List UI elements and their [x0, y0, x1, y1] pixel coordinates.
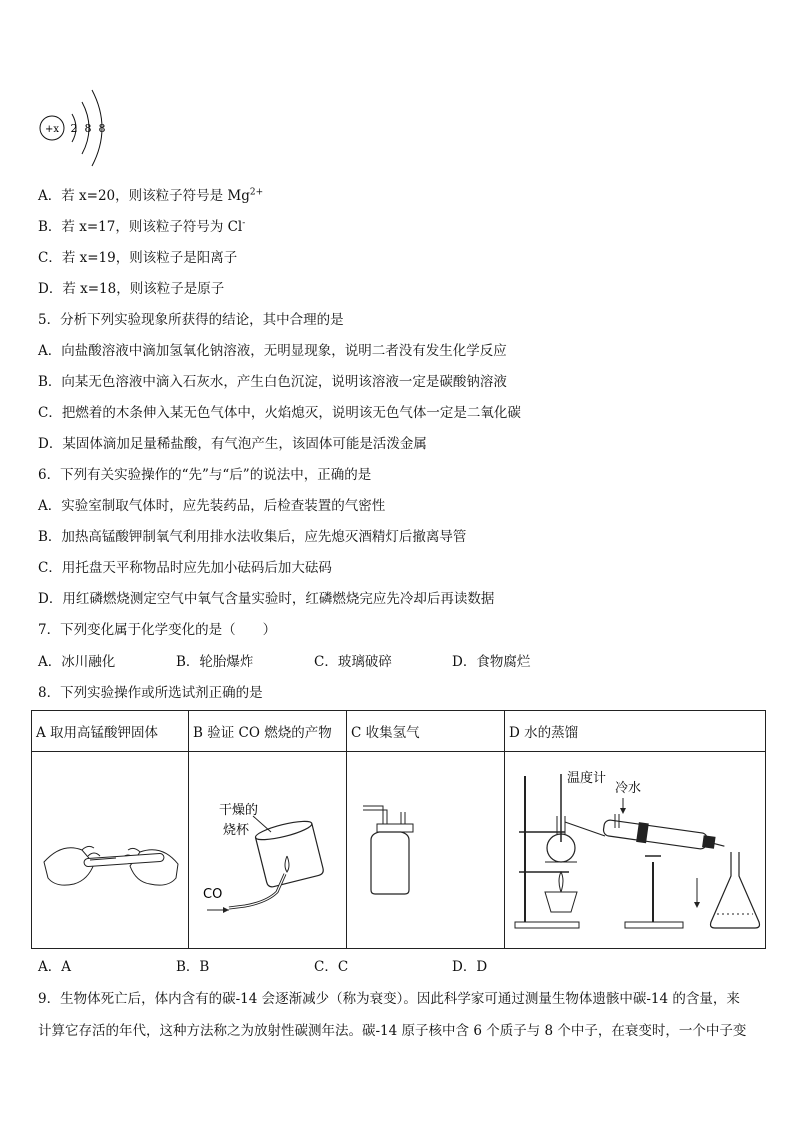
q8-header-c: C 收集氢气 — [347, 711, 505, 752]
q8-stem: 8．下列实验操作或所选试剂正确的是 — [38, 685, 263, 701]
label-cold-water: 冷水 — [615, 781, 642, 796]
q7-options — [38, 653, 758, 671]
shell-electrons-3: 8 — [98, 122, 106, 135]
q6-option-a: A．实验室制取气体时，应先装药品，后检查装置的气密性 — [38, 498, 386, 514]
q8-option-c: C．C — [314, 959, 349, 975]
receiving-flask — [711, 852, 760, 928]
q7-option-a: A．冰川融化 — [38, 654, 116, 670]
label-beaker: 烧杯 — [223, 823, 250, 838]
inverted-beaker — [254, 818, 324, 888]
label-dry: 干燥的 — [219, 803, 259, 818]
q5-option-a: A．向盐酸溶液中滴加氢氧化钠溶液，无明显现象，说明二者没有发生化学反应 — [38, 343, 507, 359]
q8-figure-d-cell — [505, 752, 766, 949]
q5-option-c: C．把燃着的木条伸入某无色气体中，火焰熄灭，说明该无色气体一定是二氧化碳 — [38, 405, 521, 421]
q8-figure-c-cell — [347, 752, 505, 949]
q7-option-d: D．食物腐烂 — [452, 654, 531, 670]
label-thermometer: 温度计 — [567, 771, 607, 786]
q4-option-c: C．若 x=19，则该粒子是阳离子 — [38, 250, 238, 266]
q9-line-2: 计算它存活的年代，这种方法称之为放射性碳测年法。碳-14 原子核中含 6 个质子与 8 个中子，在衰变时，一个中子变 — [38, 1023, 747, 1039]
q6-option-d: D．用红磷燃烧测定空气中氧气含量实验时，红磷燃烧完应先冷却后再读数据 — [38, 591, 495, 607]
q7-option-c: C．玻璃破碎 — [314, 654, 392, 670]
q6-option-c: C．用托盘天平称物品时应先加小砝码后加大砝码 — [38, 560, 332, 576]
collection-bottle — [371, 832, 409, 894]
q8-options — [38, 958, 758, 976]
q5-stem: 5．分析下列实验现象所获得的结论，其中合理的是 — [38, 312, 344, 328]
q8-table — [31, 710, 766, 949]
q8-figure-b-cell — [189, 752, 347, 949]
q4-option-a: A．若 x=20，则该粒子符号是 $Mg^{2+}$ — [38, 187, 264, 204]
q8-header-d: D 水的蒸馏 — [505, 711, 766, 752]
q8-option-a: A．A — [38, 959, 71, 975]
q6-stem: 6．下列有关实验操作的“先”与“后”的说法中，正确的是 — [38, 467, 372, 483]
q8-option-b: B．B — [176, 959, 210, 975]
condenser — [602, 817, 726, 854]
q8-header-b: B 验证 CO 燃烧的产物 — [189, 711, 347, 752]
gas-collection-bottle-figure — [347, 752, 504, 948]
distillation-apparatus-figure — [505, 752, 765, 948]
burner-flame-icon — [559, 872, 563, 892]
q8-header-a: A 取用高锰酸钾固体 — [32, 711, 189, 752]
q4-option-b: B．若 x=17，则该粒子符号为 Cl- — [38, 218, 246, 235]
q6-option-b: B．加热高锰酸钾制氧气利用排水法收集后，应先熄灭酒精灯后撤离导管 — [38, 529, 467, 545]
q7-option-b: B．轮胎爆炸 — [176, 654, 254, 670]
flame-icon — [285, 856, 289, 872]
q5-option-b: B．向某无色溶液中滴入石灰水，产生白色沉淀，说明该溶液一定是碳酸钠溶液 — [38, 374, 507, 390]
q8-option-d: D．D — [452, 959, 488, 975]
co-combustion-figure — [189, 752, 346, 948]
hands-test-tube-figure — [32, 752, 188, 948]
label-co: CO — [203, 887, 223, 902]
shell-electrons-1: 2 — [70, 122, 78, 135]
q5-option-d: D．某固体滴加足量稀盐酸，有气泡产生，该固体可能是活泼金属 — [38, 436, 427, 452]
alcohol-lamp — [545, 892, 577, 912]
q4-option-d: D．若 x=18，则该粒子是原子 — [38, 281, 225, 297]
nucleus-label: +x — [44, 124, 60, 135]
atom-structure-diagram — [38, 80, 118, 170]
shell-electrons-2: 8 — [84, 122, 92, 135]
q9-line-1: 9．生物体死亡后，体内含有的碳-14 会逐渐减少（称为衰变）。因此科学家可通过测量生物体遗骸中碳-14 的含量，来 — [38, 991, 740, 1007]
bottle-stopper — [377, 824, 413, 832]
q8-figure-a-cell — [32, 752, 189, 949]
q7-stem: 7．下列变化属于化学变化的是（ ） — [38, 622, 277, 638]
